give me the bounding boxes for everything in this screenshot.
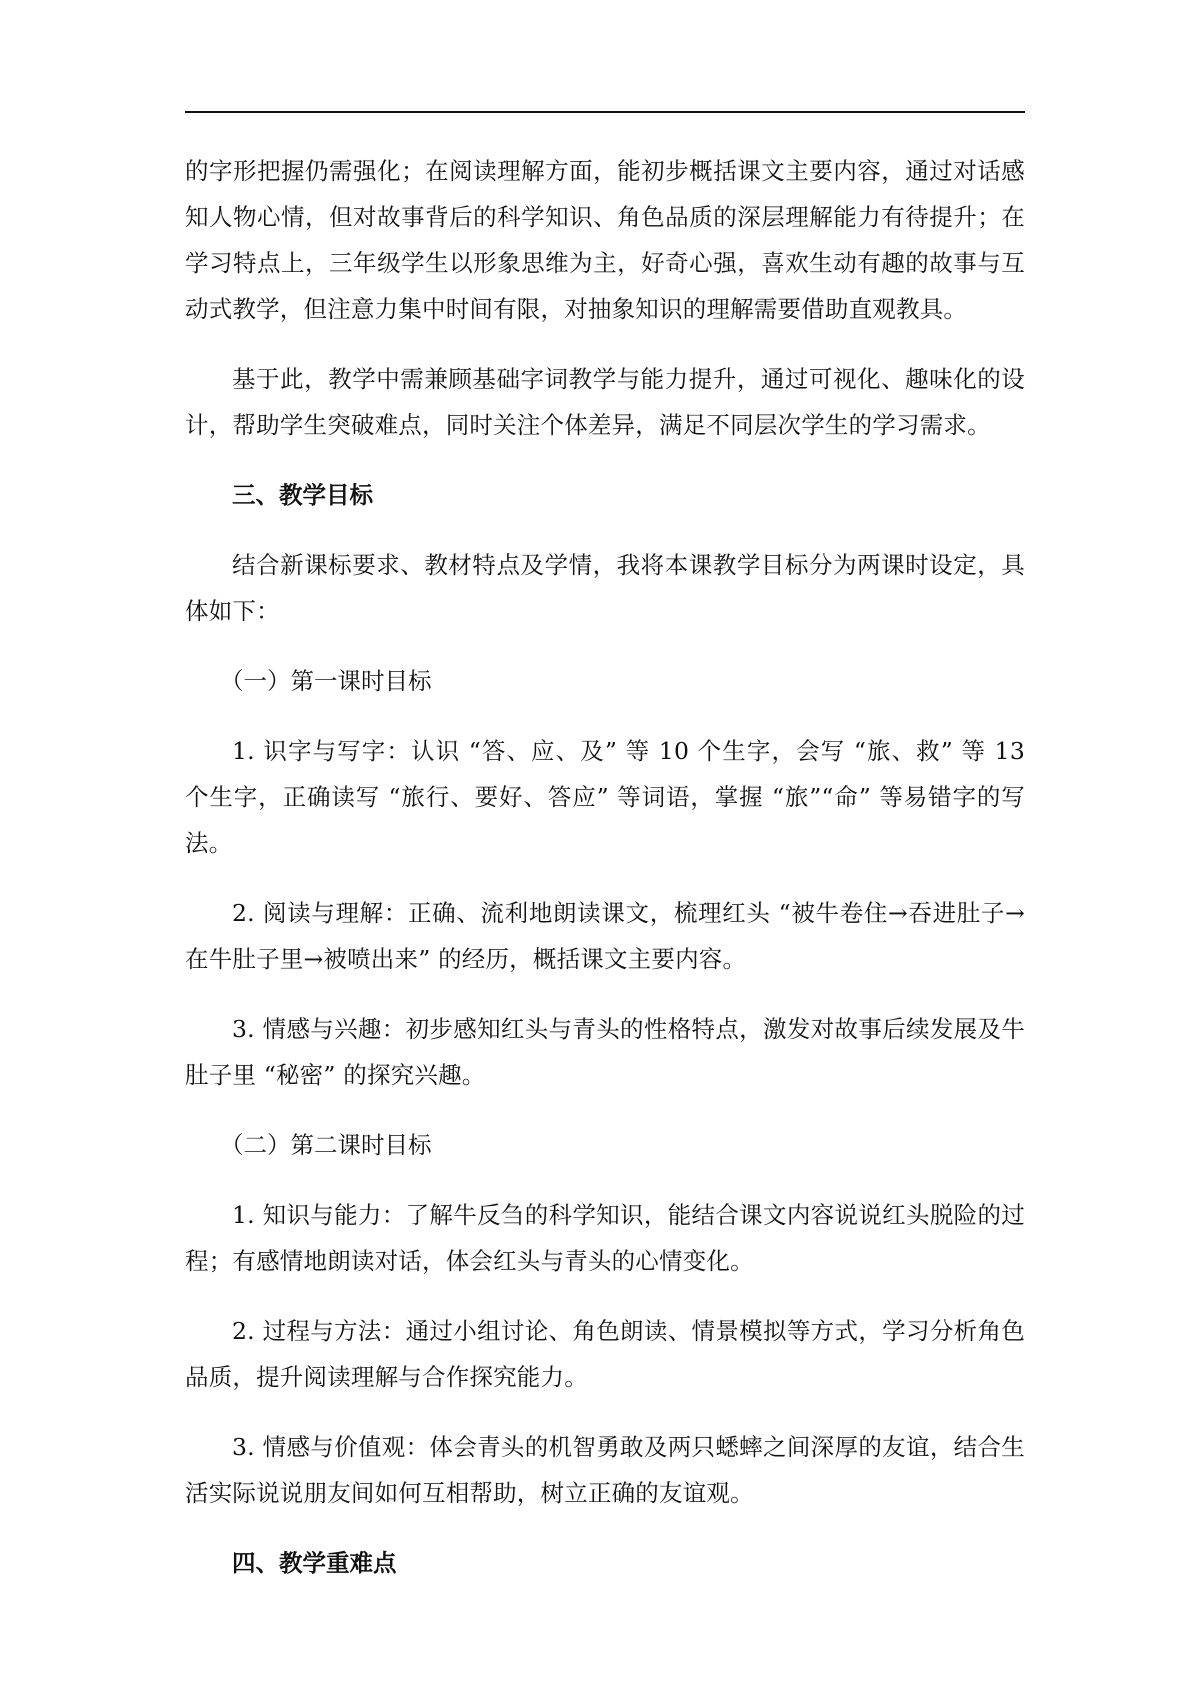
document-body bbox=[185, 148, 1025, 1610]
goal-item-2-3: 3. 情感与价值观：体会青头的机智勇敢及两只蟋蟀之间深厚的友谊，结合生活实际说说朋友间如何互相帮助，树立正确的友谊观。 bbox=[185, 1433, 1025, 1507]
paragraph-goals-intro: 结合新课标要求、教材特点及学情，我将本课教学目标分为两课时设定，具体如下： bbox=[185, 551, 1025, 625]
section-heading-teaching-goals: 三、教学目标 bbox=[232, 481, 373, 509]
goal-item-1-3: 3. 情感与兴趣：初步感知红头与青头的性格特点，激发对故事后续发展及牛肚子里 “秘密” 的探究兴趣。 bbox=[185, 1015, 1025, 1089]
header-rule bbox=[185, 111, 1025, 113]
goal-item-1-1: 1. 识字与写字：认识 “答、应、及” 等 10 个生字，会写 “旅、救” 等 13 个生字，正确读写 “旅行、要好、答应” 等词语，掌握 “旅”“命” 等易错字的写法。 bbox=[185, 737, 1025, 857]
section-heading-key-difficulties: 四、教学重难点 bbox=[232, 1549, 397, 1577]
subheading-second-lesson: （二）第二课时目标 bbox=[220, 1131, 432, 1159]
goal-item-2-1: 1. 知识与能力：了解牛反刍的科学知识，能结合课文内容说说红头脱险的过程；有感情地朗读对话，体会红头与青头的心情变化。 bbox=[185, 1201, 1025, 1275]
goal-item-1-2: 2. 阅读与理解：正确、流利地朗读课文，梳理红头 “被牛卷住→吞进肚子→在牛肚子里→被喷出来” 的经历，概括课文主要内容。 bbox=[185, 899, 1025, 973]
goal-item-2-2: 2. 过程与方法：通过小组讨论、角色朗读、情景模拟等方式，学习分析角色品质，提升阅读理解与合作探究能力。 bbox=[185, 1317, 1025, 1391]
paragraph-summary: 基于此，教学中需兼顾基础字词教学与能力提升，通过可视化、趣味化的设计，帮助学生突破难点，同时关注个体差异，满足不同层次学生的学习需求。 bbox=[185, 365, 1025, 439]
subheading-first-lesson: （一）第一课时目标 bbox=[220, 667, 432, 695]
paragraph-learner-analysis: 的字形把握仍需强化；在阅读理解方面，能初步概括课文主要内容，通过对话感知人物心情，但对故事背后的科学知识、角色品质的深层理解能力有待提升；在学习特点上，三年级学生以形象思维为主，好奇心强，喜欢生动有趣的故事与互动式教学，但注意力集中时间有限，对抽象知识的理解需要借助直观教具。 bbox=[185, 157, 1025, 323]
